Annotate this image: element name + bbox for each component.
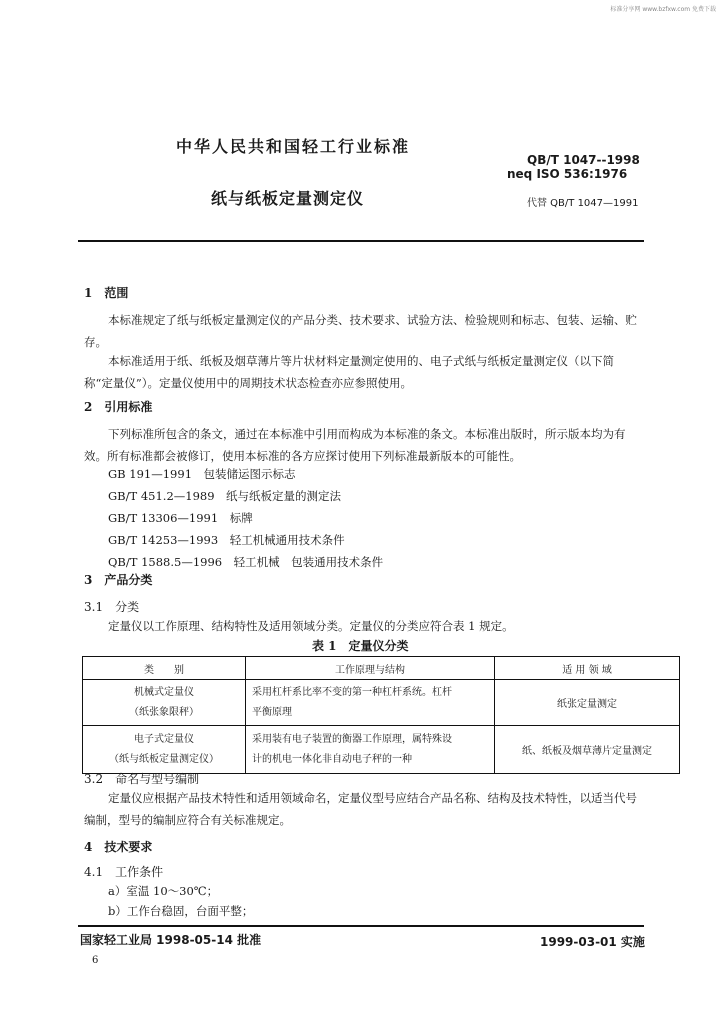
- document-title: 纸与纸板定量测定仪: [211, 189, 365, 208]
- section-4-1-heading: 4.1 工作条件: [84, 865, 164, 879]
- section-3-1-heading: 3.1 分类: [84, 600, 140, 614]
- table-header-row: [83, 657, 680, 680]
- section-3-2-heading: 3.2 命名与型号编制: [84, 772, 200, 786]
- effective-date: 1999-03-01 实施: [540, 935, 645, 949]
- reference-item: GB 191—1991 包装储运图示标志: [108, 467, 296, 481]
- reference-item: GB/T 14253—1993 轻工机械通用技术条件: [108, 533, 345, 547]
- category-name: 机械式定量仪: [134, 686, 194, 698]
- section-3-heading: 3 产品分类: [84, 573, 153, 587]
- table-row: [83, 726, 680, 774]
- header-rule: [78, 240, 644, 242]
- principle-line: 计的机电一体化非自动电子秤的一种: [252, 753, 412, 765]
- category-alias: （纸与纸板定量测定仪）: [109, 753, 219, 765]
- condition-item-a: a）室温 10～30℃；: [108, 884, 219, 898]
- watermark-text: 标准分享网 www.bzfxw.com 免费下载: [610, 6, 716, 13]
- table-caption: 表 1 定量仪分类: [312, 639, 409, 653]
- approval-date: 国家轻工业局 1998-05-14 批准: [80, 933, 262, 947]
- table-header-cell: 类 别: [83, 657, 246, 680]
- principle-line: 平衡原理: [252, 706, 292, 718]
- section-1-paragraph-2: 本标准适用于纸、纸板及烟草薄片等片状材料定量测定使用的、电子式纸与纸板定量测定仪（以下简称“定量仪”）。定量仪使用中的周期技术状态检查亦应参照使用。: [84, 354, 614, 390]
- page-number: 6: [92, 955, 99, 966]
- table-cell-category: [83, 726, 246, 774]
- category-alias: （纸张象限秤）: [129, 706, 199, 718]
- section-1-heading: 1 范围: [84, 286, 129, 300]
- table-cell-field: 纸张定量测定: [495, 680, 680, 726]
- table-row: [83, 680, 680, 726]
- condition-item-b: b）工作台稳固，台面平整；: [108, 904, 254, 918]
- section-3-1-paragraph: 定量仪以工作原理、结构特性及适用领域分类。定量仪的分类应符合表 1 规定。: [108, 619, 514, 633]
- section-1-paragraph-1: 本标准规定了纸与纸板定量测定仪的产品分类、技术要求、试验方法、检验规则和标志、包装、运输、贮存。: [84, 313, 637, 349]
- table-cell-principle: [246, 680, 495, 726]
- section-3-2-paragraph: 定量仪应根据产品技术特性和适用领域命名，定量仪型号应结合产品名称、结构及技术特性，以适当代号编制，型号的编制应符合有关标准规定。: [84, 791, 637, 827]
- replaces-code: 代替 QB/T 1047—1991: [527, 198, 639, 209]
- section-2-heading: 2 引用标准: [84, 400, 153, 414]
- table-cell-category: [83, 680, 246, 726]
- reference-item: GB/T 13306—1991 标牌: [108, 511, 253, 525]
- standard-code: QB/T 1047--1998: [527, 153, 640, 167]
- table-header-cell: 工作原理与结构: [246, 657, 495, 680]
- table-header-cell: 适 用 领 域: [495, 657, 680, 680]
- reference-item: QB/T 1588.5—1996 轻工机械 包装通用技术条件: [108, 555, 384, 569]
- table-cell-principle: [246, 726, 495, 774]
- category-name: 电子式定量仪: [134, 733, 194, 745]
- standard-category-title: 中华人民共和国轻工行业标准: [176, 137, 411, 156]
- classification-table: [82, 656, 680, 774]
- section-4-heading: 4 技术要求: [84, 840, 153, 854]
- equivalent-standard-code: neq ISO 536:1976: [507, 167, 628, 181]
- footer-rule: [78, 925, 644, 927]
- reference-item: GB/T 451.2—1989 纸与纸板定量的测定法: [108, 489, 342, 503]
- section-2-paragraph: 下列标准所包含的条文，通过在本标准中引用而构成为本标准的条文。本标准出版时，所示版本均为有效。所有标准都会被修订，使用本标准的各方应探讨使用下列标准最新版本的可能性。: [84, 427, 626, 463]
- principle-line: 采用杠杆系比率不变的第一种杠杆系统。杠杆: [252, 686, 452, 698]
- principle-line: 采用装有电子装置的衡器工作原理，属特殊设: [252, 733, 452, 745]
- table-cell-field: 纸、纸板及烟草薄片定量测定: [495, 726, 680, 774]
